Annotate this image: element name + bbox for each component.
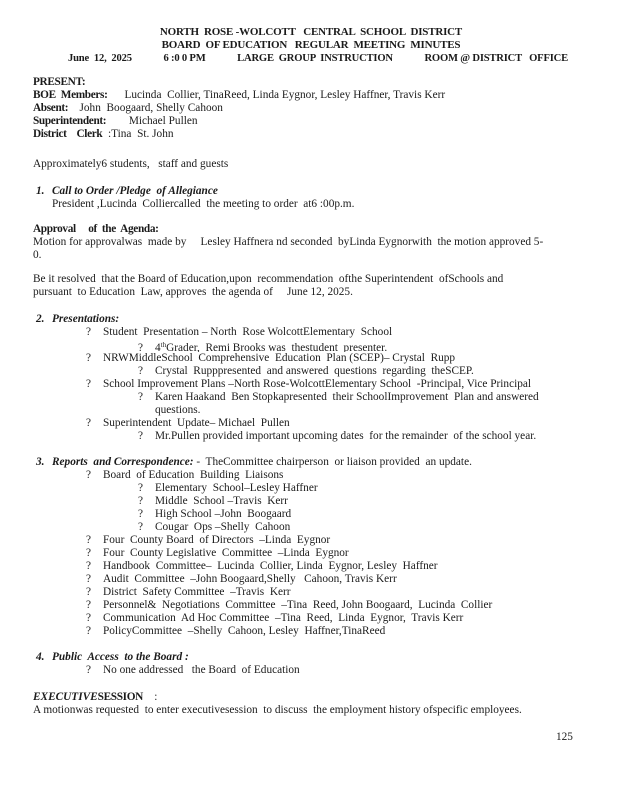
- list-item: ? Crystal Rupppresented and answered questions regarding theSCEP.: [138, 365, 474, 377]
- list-item: ? Elementary School–Lesley Haffner: [138, 482, 318, 494]
- list-item: ? Communication Ad Hoc Committee –Tina Reed, Linda Eygnor, Travis Kerr: [86, 612, 464, 624]
- list-item: ? Mr.Pullen provided important upcoming dates for the remainder of the school year.: [138, 430, 537, 442]
- header-line1: NORTH ROSE -WOLCOTT CENTRAL SCHOOL DISTRICT: [159, 26, 463, 38]
- boe-members-value: Lucinda Collier, TinaReed, Linda Eygnor, Lesley Haffner, Travis Kerr: [107, 89, 446, 101]
- approval-body-line1: Motion for approvalwas made by Lesley Haffnera nd seconded byLinda Eygnorwith the motion approved 5-: [33, 236, 544, 248]
- bullet-marker: ?: [86, 417, 92, 429]
- present-label: PRESENT:: [33, 76, 86, 88]
- list-item: ? Student Presentation – North Rose WolcottElementary School: [86, 326, 393, 338]
- bullet-marker: ?: [138, 508, 144, 520]
- bullet-marker: ?: [138, 365, 144, 377]
- meeting-time: 6 :0 0 PM: [163, 53, 206, 64]
- list-item: ? District Safety Committee –Travis Kerr: [86, 586, 291, 598]
- section-1-number: 1.: [36, 185, 45, 197]
- executive-word: EXECUTIVE: [33, 691, 98, 703]
- list-item: ? Board of Education Building Liaisons: [86, 469, 284, 481]
- list-item-continuation: questions.: [155, 404, 201, 416]
- bullet-marker: ?: [138, 521, 144, 533]
- section-3-number: 3.: [36, 456, 45, 468]
- list-item: ? Middle School –Travis Kerr: [138, 495, 288, 507]
- resolution-line1: Be it resolved that the Board of Education,upon recommendation ofthe Superintendent ofSchools and: [33, 273, 504, 285]
- list-item: ? Personnel& Negotiations Committee –Tina Reed, John Boogaard, Lucinda Collier: [86, 599, 493, 611]
- bullet-marker: ?: [138, 430, 144, 442]
- superintendent-label: Superintendent:: [33, 115, 107, 127]
- guests-line: Approximately6 students, staff and guests: [33, 158, 229, 170]
- boe-members-label: BOE Members:: [33, 89, 108, 101]
- meeting-date: June 12, 2025: [68, 53, 132, 64]
- meeting-location-office: ROOM @ DISTRICT OFFICE: [424, 53, 568, 64]
- list-item: ? PolicyCommittee –Shelly Cahoon, Lesley Haffner,TinaReed: [86, 625, 386, 637]
- list-item: ? Karen Haakand Ben Stopkapresented their SchoolImprovement Plan and answered: [138, 391, 539, 403]
- heading-colon: :: [142, 691, 158, 703]
- bullet-marker: ?: [138, 495, 144, 507]
- bullet-marker: ?: [86, 612, 92, 624]
- bullet-marker: ?: [86, 664, 92, 676]
- bullet-marker: ?: [86, 547, 92, 559]
- bullet-marker: ?: [138, 482, 144, 494]
- list-item: ? Four County Board of Directors –Linda Eygnor: [86, 534, 331, 546]
- header-line2: BOARD OF EDUCATION REGULAR MEETING MINUTES: [161, 39, 461, 51]
- header-line3: [68, 52, 568, 65]
- district-clerk-value: :Tina St. John: [102, 128, 174, 140]
- approval-body-line2: 0.: [33, 249, 42, 261]
- bullet-marker: ?: [86, 573, 92, 585]
- meeting-location-room: LARGE GROUP INSTRUCTION: [237, 53, 393, 64]
- executive-session-heading: [33, 691, 618, 704]
- section-3-title-rest: - TheCommittee chairperson or liaison provided an update.: [193, 456, 472, 468]
- list-item: ? High School –John Boogaard: [138, 508, 292, 520]
- superintendent-value: Michael Pullen: [106, 115, 198, 127]
- bullet-marker: ?: [86, 599, 92, 611]
- session-word: SESSION: [97, 691, 143, 703]
- section-4-heading: [33, 651, 618, 664]
- approval-label: Approval of the Agenda:: [33, 223, 159, 235]
- absent-row: [33, 102, 618, 115]
- section-3-title: Reports and Correspondence:: [52, 456, 194, 468]
- boe-members-row: [33, 89, 618, 102]
- list-item: ? Cougar Ops –Shelly Cahoon: [138, 521, 291, 533]
- bullet-marker: ?: [86, 352, 92, 364]
- superintendent-row: [33, 115, 618, 128]
- list-item: ? 4thGrader, Remi Brooks was thestudent presenter.: [33, 339, 618, 352]
- section-2-number: 2.: [36, 313, 45, 325]
- bullet-marker: ?: [86, 625, 92, 637]
- executive-session-body: A motionwas requested to enter executivesession to discuss the employment history ofspecific employees.: [33, 704, 522, 716]
- bullet-marker: ?: [86, 534, 92, 546]
- section-1-body: President ,Lucinda Colliercalled the meeting to order at6 :00p.m.: [52, 198, 355, 210]
- absent-value: John Boogaard, Shelly Cahoon: [68, 102, 223, 114]
- section-1-title: Call to Order /Pledge of Allegiance: [52, 185, 218, 197]
- list-item: ? Handbook Committee– Lucinda Collier, Linda Eygnor, Lesley Haffner: [86, 560, 438, 572]
- list-item: ? NRWMiddleSchool Comprehensive Education Plan (SCEP)– Crystal Rupp: [86, 352, 456, 364]
- section-4-title: Public Access to the Board :: [52, 651, 189, 663]
- page-number: 125: [556, 731, 573, 743]
- district-clerk-row: [33, 128, 618, 141]
- ordinal-suffix: th: [160, 341, 167, 349]
- list-item: ? School Improvement Plans –North Rose-WolcottElementary School -Principal, Vice Principal: [86, 378, 532, 390]
- resolution-line2: pursuant to Education Law, approves the agenda of June 12, 2025.: [33, 286, 353, 298]
- section-1-heading: [33, 185, 618, 198]
- bullet-marker: ?: [86, 560, 92, 572]
- list-item: ? Four County Legislative Committee –Linda Eygnor: [86, 547, 349, 559]
- bullet-marker: ?: [138, 342, 144, 352]
- section-3-heading: [33, 456, 618, 469]
- list-item: ? No one addressed the Board of Education: [86, 664, 300, 676]
- bullet-marker: ?: [86, 326, 92, 338]
- bullet-marker: ?: [86, 469, 92, 481]
- district-clerk-label: District Clerk: [33, 128, 103, 140]
- section-2-title: Presentations:: [52, 313, 120, 325]
- list-item: ? Audit Committee –John Boogaard,Shelly Cahoon, Travis Kerr: [86, 573, 397, 585]
- section-2-heading: [33, 313, 618, 326]
- bullet-marker: ?: [138, 391, 144, 403]
- absent-label: Absent:: [33, 102, 69, 114]
- list-item: ? Superintendent Update– Michael Pullen: [86, 417, 290, 429]
- bullet-marker: ?: [86, 586, 92, 598]
- bullet-marker: ?: [86, 378, 92, 390]
- section-4-number: 4.: [36, 651, 45, 663]
